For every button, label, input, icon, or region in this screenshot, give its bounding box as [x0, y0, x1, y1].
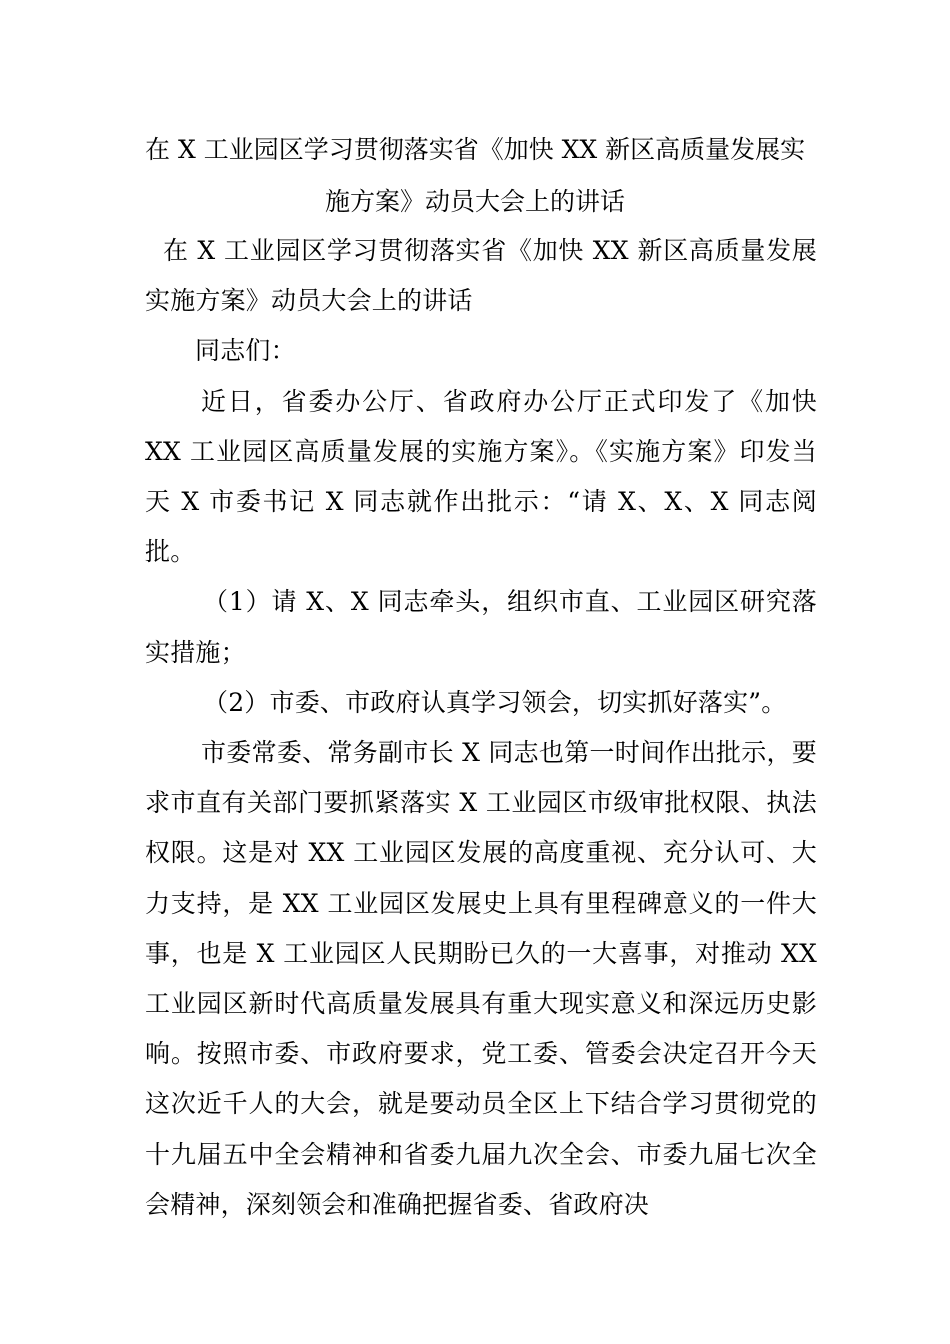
salutation: 同志们： [195, 336, 296, 366]
list-item-2: （2）市委、市政府认真学习领会，切实抓好落实”。 [203, 687, 787, 717]
paragraph-1: 近日，省委办公厅、省政府办公厅正式印发了《加快 XX 工业园区高质量发展的实施方案》。《实施方案》印发当天 X 市委书记 X 同志就作出批示：“请 X、X、X 同志阅批。 [145, 386, 817, 567]
document-title-line-2: 施方案》动员大会上的讲话 [324, 187, 625, 216]
list-item-1: （1）请 X、X 同志牵头，组织市直、工业园区研究落实措施； [145, 587, 817, 667]
document-title-line-1: 在 X 工业园区学习贯彻落实省《加快 XX 新区高质量发展实 [145, 135, 806, 164]
document-body [145, 226, 817, 1230]
paragraph-2: 市委常委、常务副市长 X 同志也第一时间作出批示，要求市直有关部门要抓紧落实 X 工业园区市级审批权限、执法权限。这是对 XX 工业园区发展的高度重视、充分认可、大力支持，是 XX 工业园区发展史上具有里程碑意义的一件大事，也是 X 工业园区人民期盼已久的一大喜事，对推动 XX 工业园区新时代高质量发展具有重大现实意义和深远历史影响。按照市委、市政府要求，党工委、管委会决定召开今天这次近千人的大会，就是要动员全区上下结合学习贯彻党的十九届五中全会精神和省委九届九次全会、市委九届七次全会精神，深刻领会和准确把握省委、省政府决 [145, 738, 817, 1219]
repeated-title: 在 X 工业园区学习贯彻落实省《加快 XX 新区高质量发展实施方案》动员大会上的讲话 [145, 236, 817, 316]
